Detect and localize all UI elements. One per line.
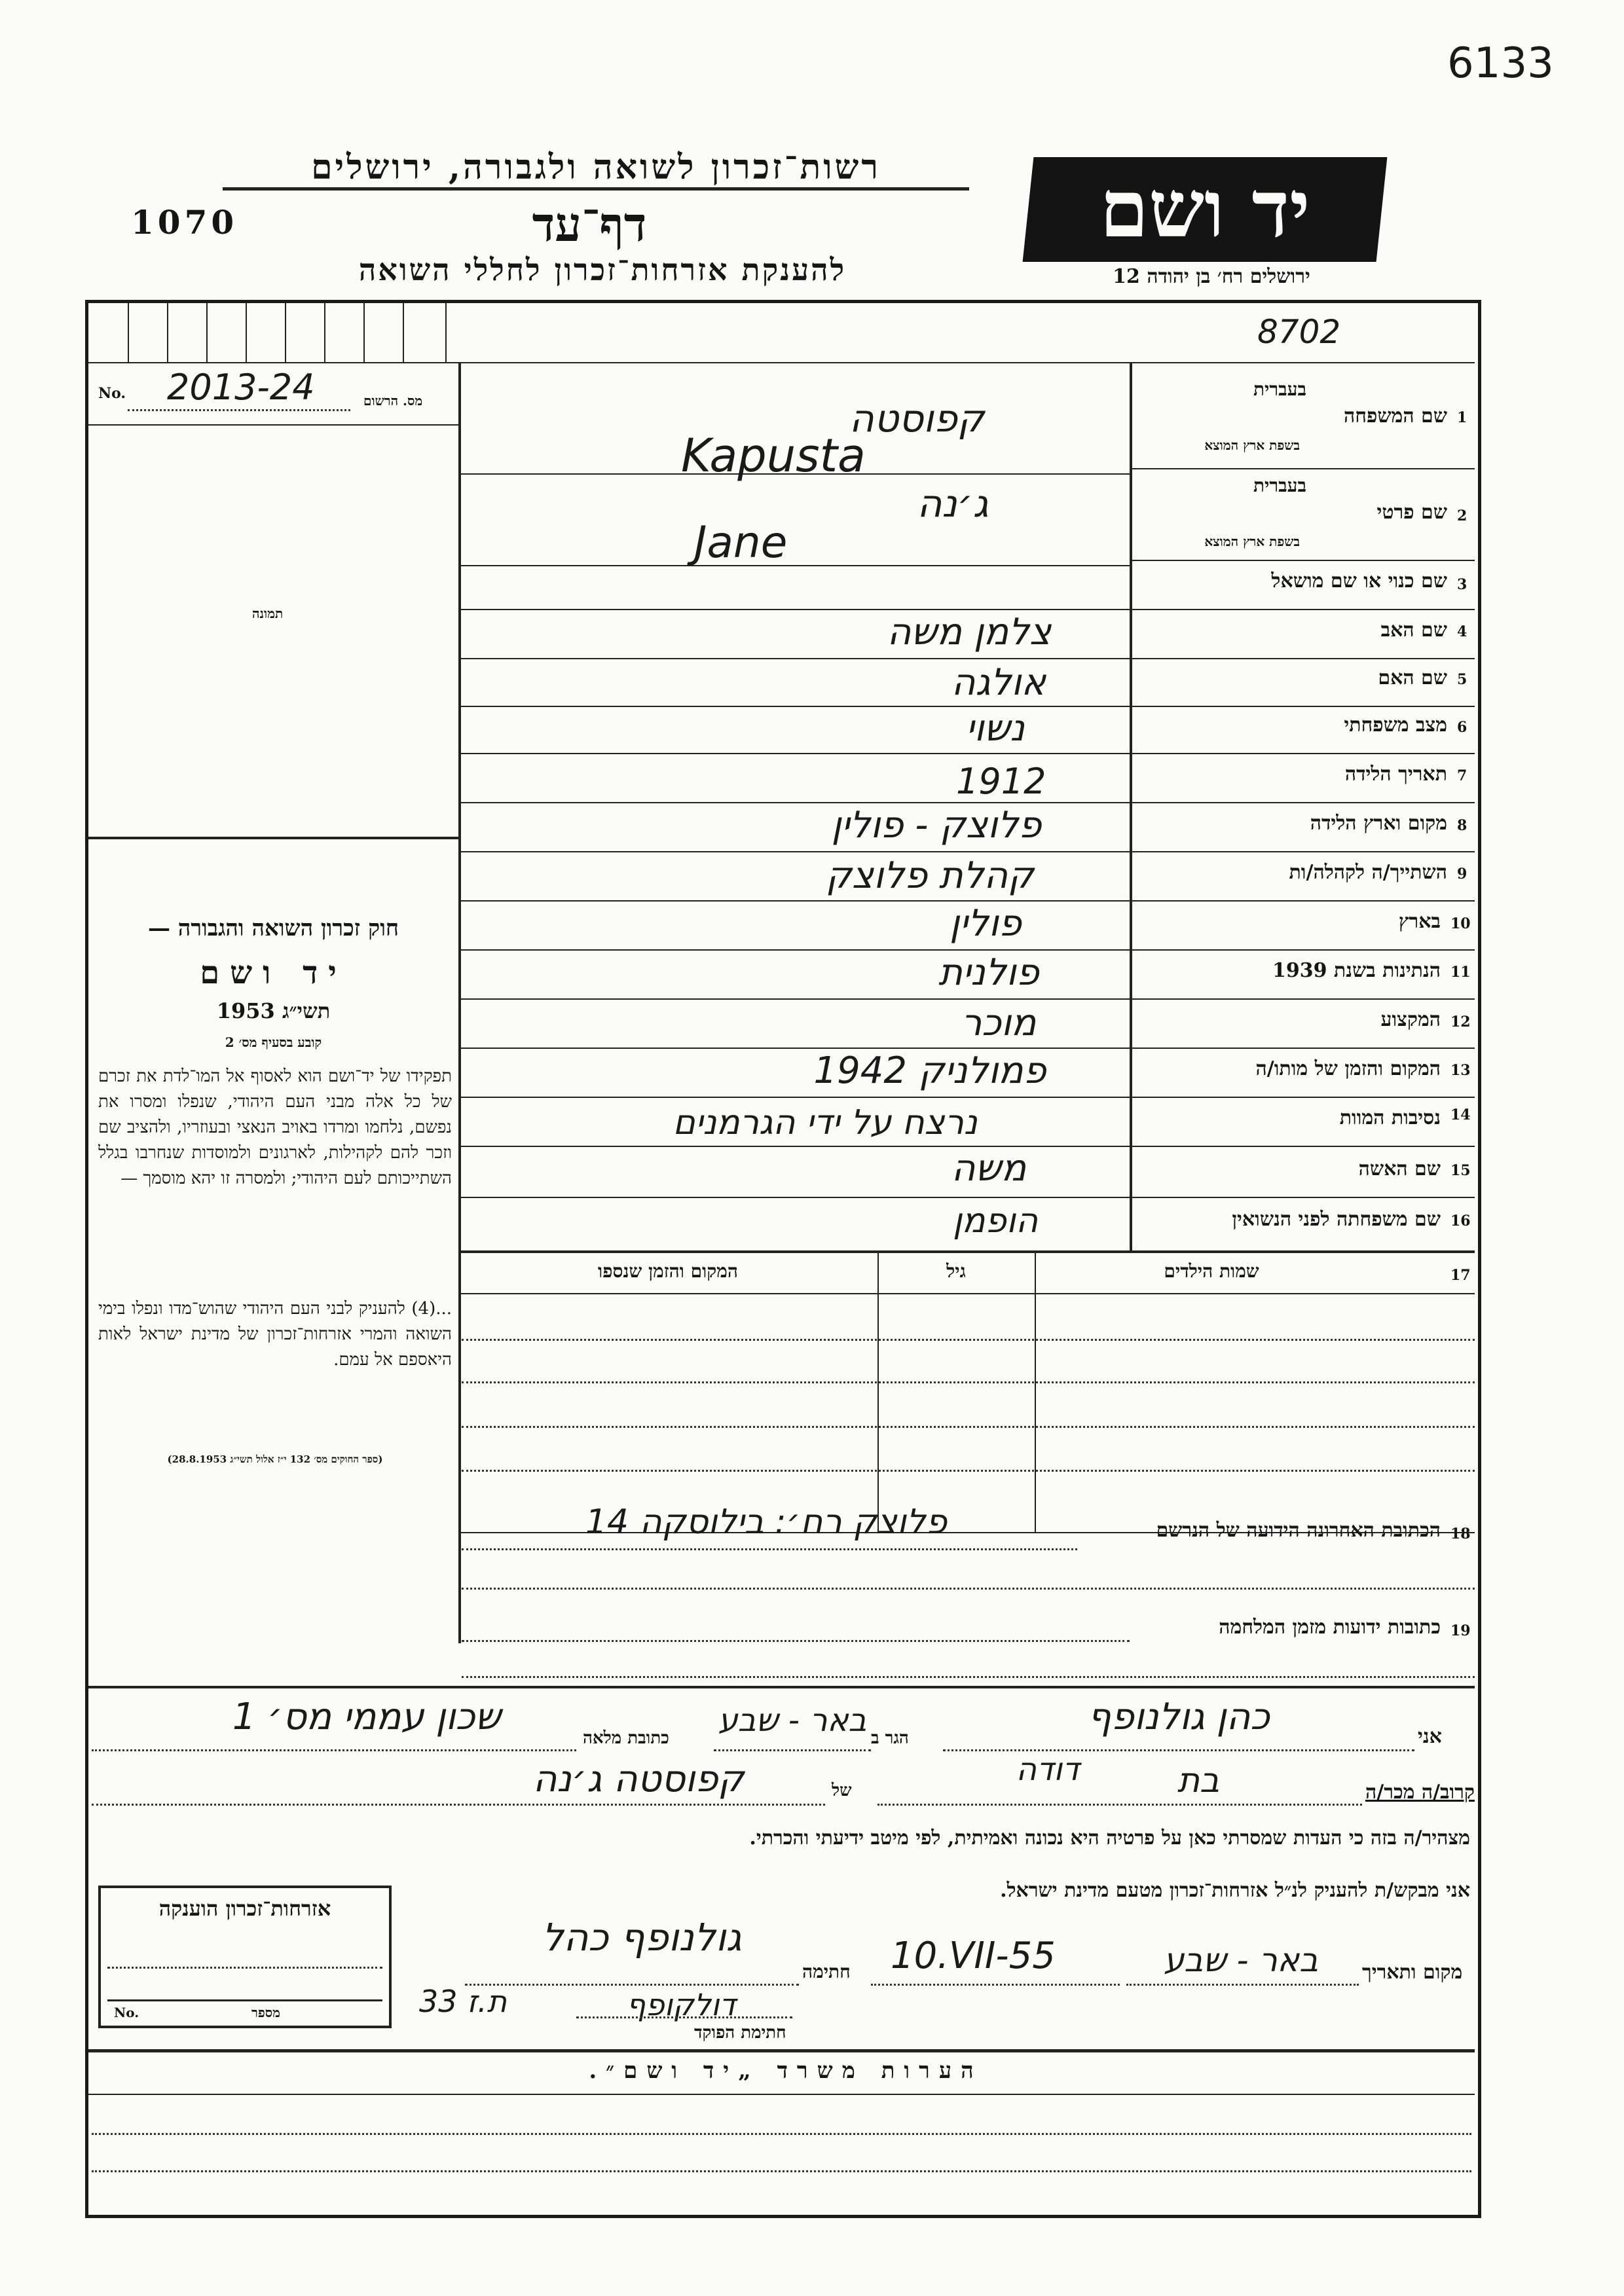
officer-signature: דולקופף xyxy=(626,1987,736,2022)
field-16-value: הופמן xyxy=(952,1201,1039,1241)
declarant-city: באר - שבע xyxy=(718,1702,867,1739)
citizenship-box-title: אזרחות־זכרון הוענקה xyxy=(158,1896,331,1921)
field-11-label: הנתינות בשנת 1939 xyxy=(1272,959,1441,982)
last-address-number: 18 xyxy=(1450,1525,1471,1542)
field-5-value: אולגה xyxy=(951,661,1046,704)
field-9-value: קהלת פלוצק xyxy=(826,854,1034,897)
declarant-name: כהן גולנופף xyxy=(1088,1696,1270,1738)
date-value: 10.VII-55 xyxy=(891,1935,1056,1977)
field-4-number: 4 xyxy=(1457,623,1467,640)
form-number: 1070 xyxy=(131,203,238,242)
field-7-label: תאריך הלידה xyxy=(1344,763,1447,786)
field-4-label: שם האב xyxy=(1380,619,1447,642)
declarant-signature: גולנופף כהל xyxy=(542,1915,742,1959)
field-7-number: 7 xyxy=(1457,767,1467,784)
field-10-number: 10 xyxy=(1450,915,1471,932)
children-age-header: גיל xyxy=(946,1260,966,1282)
field-12-number: 12 xyxy=(1450,1013,1471,1030)
war-addresses-label: כתובות ידועות מזמן המלחמה xyxy=(1219,1616,1441,1639)
field-14-number: 14 xyxy=(1450,1106,1471,1123)
left-column-divider xyxy=(458,362,461,1643)
law-title: חוק זכרון השואה והגבורה — xyxy=(147,915,399,941)
office-notes-title: הערות משרד „יד ושם״. xyxy=(589,2058,983,2084)
relation-value: בת xyxy=(1177,1761,1220,1800)
field-6-number: 6 xyxy=(1457,719,1467,736)
field-15-label: שם האשה xyxy=(1358,1157,1441,1180)
last-address-label: הכתובת האחרונה הידועה של הנרשם xyxy=(1156,1519,1441,1542)
law-text-1: תפקידו של יד־ושם הוא לאסוף אל המו־לדת את זכרם של כל אלה מבני העם היהודי, שנפלו ומסרו את נפשם, נלחמו ומרדו באויב הנאצי ובעוזריו, ולהציב שם וזכר להם לקהילות, לארגונים ולמוסדות שנחרבו בגלל השתייכותם לעם היהודי; ולמסרה זו יהא מוסמך — xyxy=(98,1066,452,1188)
field-7-value: 1912 xyxy=(956,761,1046,802)
officer-id: 33 ת.ז xyxy=(419,1984,507,2019)
full-address-label: כתובת מלאה xyxy=(583,1728,669,1748)
field-9-number: 9 xyxy=(1457,866,1467,883)
photo-label: תמונה xyxy=(252,606,284,621)
declarant-full-address: שכון עממי מס׳ 1 xyxy=(232,1696,502,1738)
field-13-number: 13 xyxy=(1450,1062,1471,1079)
field-13-label: המקום והזמן של מותו/ה xyxy=(1255,1057,1441,1080)
registration-label: מס. הרשום xyxy=(363,393,423,409)
field-11-number: 11 xyxy=(1450,964,1471,981)
residing-label: הגר ב xyxy=(871,1728,909,1748)
law-name: יד ושם xyxy=(200,955,347,991)
field-5-label: שם האם xyxy=(1378,666,1447,689)
field-2-sub-local: בשפת ארץ המוצא xyxy=(1204,534,1300,549)
field-11-value: פולנית xyxy=(938,951,1039,994)
field-8-number: 8 xyxy=(1457,817,1467,834)
institution-title: רשות־זכרון לשואה ולגבורה, ירושלים xyxy=(223,147,969,191)
field-4-value: צלמן משה xyxy=(887,611,1052,653)
last-address-value: פלוצק רח׳: בילוסקה 14 xyxy=(585,1503,948,1542)
field-1-sub-hebrew: בעברית xyxy=(1253,378,1306,400)
law-year: תשי״ג 1953 xyxy=(216,998,331,1023)
field-3-number: 3 xyxy=(1457,576,1467,593)
logo-text: יד ושם xyxy=(1099,163,1310,255)
war-addresses-number: 19 xyxy=(1450,1622,1471,1639)
field-6-label: מצב משפחתי xyxy=(1344,714,1447,737)
law-clause: קובע בסעיף מס׳ 2 xyxy=(225,1034,322,1050)
field-8-label: מקום וארץ הלידה xyxy=(1310,812,1447,835)
field-1-label: שם המשפחה xyxy=(1343,405,1447,428)
field-2-value: ג׳נה xyxy=(917,481,989,526)
field-1-value: קפוסטה xyxy=(849,396,985,441)
field-13-value: פמולניק 1942 xyxy=(813,1049,1046,1092)
place-date-label: מקום ותאריך xyxy=(1362,1961,1463,1984)
citizenship-no-label: No. xyxy=(114,2005,139,2020)
declaration-request: אני מבקש/ת להעניק לנ״ל אזרחות־זכרון מטעם מדינת ישראל. xyxy=(1000,1879,1470,1902)
form-title: דף־עד xyxy=(532,196,647,252)
field-8-value: פלוצק - פולין xyxy=(831,804,1042,847)
field-14-value: נרצח על ידי הגרמנים xyxy=(673,1103,978,1142)
children-place-header: המקום והזמן שנספו xyxy=(598,1260,738,1282)
yad-vashem-logo xyxy=(1023,157,1388,262)
field-3-label: שם כנוי או שם מושאל xyxy=(1271,570,1447,592)
relative-label: קרוב/ה מכר/ה xyxy=(1365,1781,1475,1804)
children-names-header: שמות הילדים xyxy=(1164,1260,1259,1282)
field-1-number: 1 xyxy=(1457,409,1467,426)
relative-extra: דודה xyxy=(1016,1751,1080,1788)
declaration-statement: מצהיר/ה בזה כי העדות שמסרתי כאן על פרטיה היא נכונה ואמיתית, לפי מיטב ידיעתי והכרתי. xyxy=(749,1827,1470,1850)
registration-no-label: No. xyxy=(98,385,126,402)
field-2-sub-hebrew: בעברית xyxy=(1253,475,1306,496)
place-value: באר - שבע xyxy=(1163,1941,1318,1979)
field-2-value-latin: Jane xyxy=(694,517,788,568)
citizenship-box xyxy=(98,1886,392,2028)
declaration-ani-label: אני xyxy=(1418,1725,1442,1748)
field-2-number: 2 xyxy=(1457,507,1467,524)
field-1-value-latin: Kapusta xyxy=(681,429,866,483)
field-15-value: משה xyxy=(951,1147,1027,1190)
field-16-number: 16 xyxy=(1450,1212,1471,1230)
field-12-label: המקצוע xyxy=(1380,1008,1441,1031)
field-16-label: שם משפחתה לפני הנשואין xyxy=(1232,1208,1441,1231)
form-subtitle: להענקת אזרחות־זכרון לחללי השואה xyxy=(358,252,847,287)
address-line: ירושלים רח׳ בן יהודה 12 xyxy=(1113,265,1310,288)
citizenship-number-label: מספר xyxy=(251,2005,280,2020)
field-1-sub-local: בשפת ארץ המוצא xyxy=(1204,437,1300,453)
relative-name: קפוסטה ג׳נה xyxy=(532,1758,745,1800)
field-10-label: בארץ xyxy=(1398,910,1441,933)
corner-number: 6133 xyxy=(1447,39,1554,88)
of-label: של xyxy=(832,1781,852,1800)
law-text-2: ...(4) להעניק לבני העם היהודי שהוש־מדו ונפלו בימי השואה והמרי אזרחות־זכרון של מדינת ישראל לאות היאספם אל עמם. xyxy=(98,1299,452,1370)
field-2-label: שם פרטי xyxy=(1376,501,1447,524)
field-12-value: מוכר xyxy=(961,1002,1037,1044)
officer-signature-label: חתימת הפוקד xyxy=(694,2023,786,2043)
field-5-number: 5 xyxy=(1457,671,1467,688)
field-15-number: 15 xyxy=(1450,1162,1471,1179)
field-6-value: נשוי xyxy=(966,707,1025,750)
children-number: 17 xyxy=(1450,1267,1471,1284)
registration-number: 2013-24 xyxy=(167,367,315,408)
law-citation: (ספר החוקים מס׳ 132 י״ז אלול תשי״ג 28.8.1953) xyxy=(167,1453,383,1465)
field-10-value: פולין xyxy=(950,902,1022,945)
top-handwritten-number: 8702 xyxy=(1257,313,1341,351)
field-9-label: השתייך/ה לקהלה/ות xyxy=(1289,861,1447,884)
field-14-label: נסיבות המוות xyxy=(1339,1106,1441,1129)
signature-label: חתימה xyxy=(802,1961,851,1982)
